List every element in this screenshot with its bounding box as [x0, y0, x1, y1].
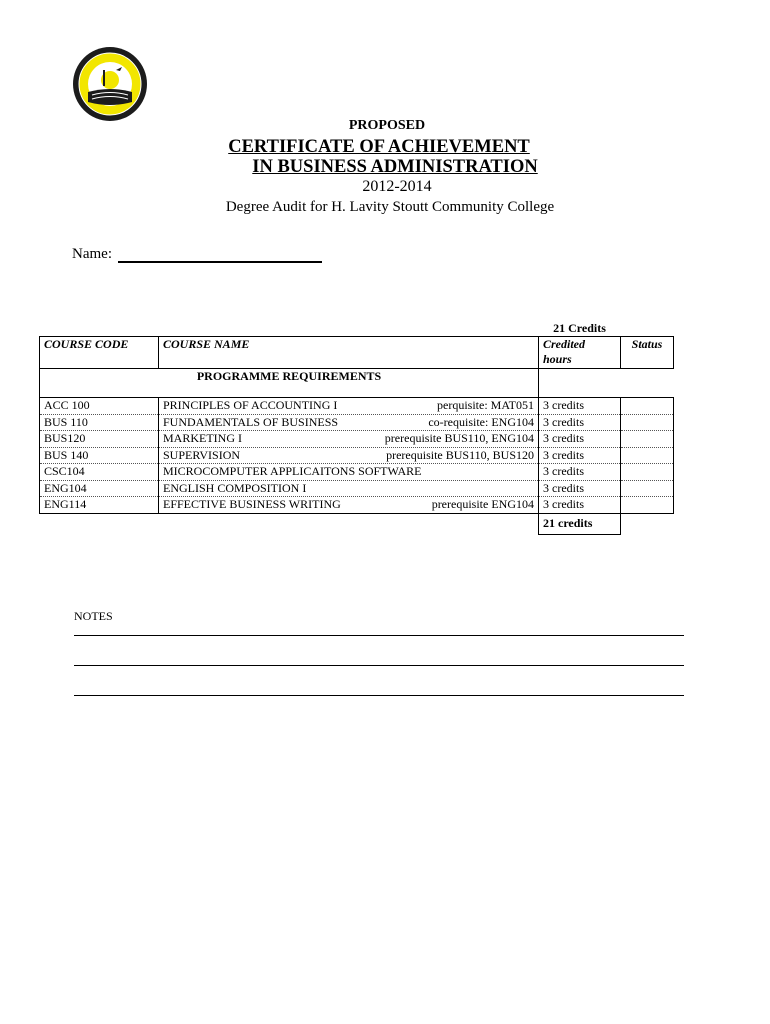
course-name: MICROCOMPUTER APPLICAITONS SOFTWARE: [163, 464, 422, 478]
course-credits: 3 credits: [539, 497, 621, 514]
program-title: IN BUSINESS ADMINISTRATION: [252, 157, 538, 177]
course-requisite: prerequisite ENG104: [431, 497, 534, 511]
table-row: [40, 480, 674, 497]
table-row: [40, 398, 674, 415]
name-field[interactable]: [118, 261, 322, 263]
table-row: [40, 414, 674, 431]
col-status: Status: [621, 337, 674, 369]
course-status-cell[interactable]: [621, 447, 674, 464]
course-credits: 3 credits: [539, 398, 621, 415]
course-code: BUS 110: [40, 414, 159, 431]
notes-line-2[interactable]: [74, 665, 684, 666]
course-table: [39, 321, 674, 535]
course-code: BUS120: [40, 431, 159, 448]
course-requisite: co-requisite: ENG104: [428, 414, 534, 429]
total-row: [40, 513, 674, 534]
programme-requirements-label: PROGRAMME REQUIREMENTS: [40, 369, 539, 398]
course-name: SUPERVISION: [163, 447, 241, 462]
course-code: ENG114: [40, 497, 159, 514]
proposed-label: PROPOSED: [348, 118, 426, 133]
course-requisite: prerequisite BUS110, ENG104: [384, 431, 534, 445]
notes-label: NOTES: [74, 609, 113, 623]
name-label: Name:: [72, 246, 112, 262]
course-status-cell[interactable]: [621, 497, 674, 514]
col-credited-hours: Credited hours: [539, 337, 621, 369]
total-credits: 21 credits: [539, 513, 621, 534]
course-status-cell[interactable]: [621, 398, 674, 415]
course-status-cell[interactable]: [621, 431, 674, 448]
course-status-cell[interactable]: [621, 480, 674, 497]
course-code: CSC104: [40, 464, 159, 481]
notes-line-1[interactable]: [74, 635, 684, 636]
total-credits-header: 21 Credits: [553, 321, 606, 335]
table-row: [40, 497, 674, 514]
college-seal-logo: [72, 46, 148, 122]
table-row: [40, 447, 674, 464]
course-credits: 3 credits: [539, 464, 621, 481]
course-status-cell[interactable]: [621, 414, 674, 431]
degree-audit-subtitle: Degree Audit for H. Lavity Stoutt Community College: [225, 199, 555, 215]
course-name: PRINCIPLES OF ACCOUNTING I: [163, 398, 338, 412]
course-name: ENGLISH COMPOSITION I: [163, 480, 307, 495]
course-name: FUNDAMENTALS OF BUSINESS: [163, 414, 339, 429]
course-requisite: perquisite: MAT051: [437, 398, 534, 412]
table-row: [40, 431, 674, 448]
course-credits: 3 credits: [539, 480, 621, 497]
course-code: ENG104: [40, 480, 159, 497]
col-course-name: COURSE NAME: [159, 337, 539, 369]
course-credits: 3 credits: [539, 447, 621, 464]
course-credits: 3 credits: [539, 431, 621, 448]
notes-line-3[interactable]: [74, 695, 684, 696]
table-row: [40, 464, 674, 481]
course-name: MARKETING I: [163, 431, 242, 445]
course-code: BUS 140: [40, 447, 159, 464]
course-code: ACC 100: [40, 398, 159, 415]
col-course-code: COURSE CODE: [40, 337, 159, 369]
certificate-title: CERTIFICATE OF ACHIEVEMENT: [228, 137, 530, 157]
academic-years: 2012-2014: [362, 178, 432, 195]
course-requisite: prerequisite BUS110, BUS120: [386, 447, 534, 462]
course-credits: 3 credits: [539, 414, 621, 431]
course-status-cell[interactable]: [621, 464, 674, 481]
course-name: EFFECTIVE BUSINESS WRITING: [163, 497, 341, 511]
table-header-row: [40, 337, 674, 369]
